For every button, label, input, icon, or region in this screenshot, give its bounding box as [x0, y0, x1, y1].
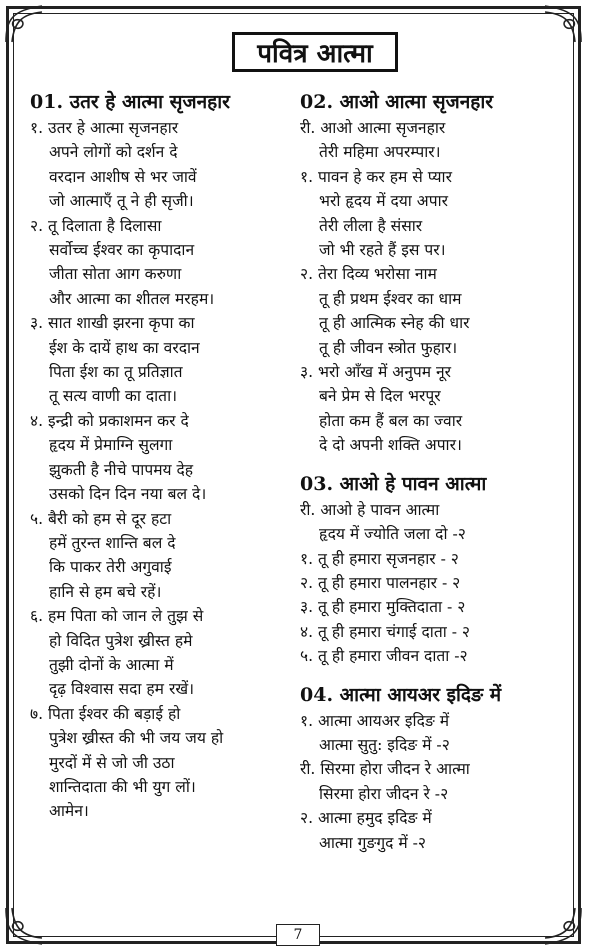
- verse-line: री. आओ आत्मा सृजनहार: [300, 119, 446, 137]
- corner-ornament-icon: [541, 2, 585, 46]
- verse-line: तू ही प्रथम ईश्वर का धाम: [319, 289, 462, 308]
- verse-line: तेरी महिमा अपरम्पार।: [319, 143, 441, 162]
- verse-line: पिता ईश का तू प्रतिज्ञात: [49, 363, 183, 382]
- verse-line: २. तू दिलाता है दिलासा: [30, 216, 162, 235]
- page-number: 7: [276, 924, 320, 946]
- verse-line: तुझी दोनों के आत्मा में: [49, 655, 174, 674]
- hymn-title: 02. आओ आत्मा सृजनहार: [300, 91, 494, 113]
- verse-line: १. पावन हे कर हम से प्यार: [300, 167, 452, 186]
- verse-line: वरदान आशीष से भर जावें: [49, 167, 197, 186]
- corner-ornament-icon: [2, 2, 46, 46]
- verse-line: २. तेरा दिव्य भरोसा नाम: [300, 265, 437, 284]
- verse-line: पुत्रेश ख्रीस्त की भी जय जय हो: [49, 729, 224, 748]
- verse-line: ४. इन्द्री को प्रकाशमन कर दे: [30, 411, 189, 430]
- verse-line: ३. सात शाखी झरना कृपा का: [30, 314, 195, 333]
- verse-line: जो आत्माएँ तू ने ही सृजी।: [49, 192, 194, 211]
- page-title: पवित्र आत्मा: [232, 32, 398, 72]
- verse-line: सिरमा होरा जीदन रे -२: [319, 784, 449, 803]
- verse-line: हो विदित पुत्रेश ख्रीस्त हमे: [49, 631, 193, 650]
- hymn-title: 04. आत्मा आयअर इदिङ में: [300, 683, 502, 706]
- verse-line: जीता सोता आग करुणा: [49, 265, 182, 284]
- verse-line: झुकती है नीचे पापमय देह: [49, 460, 194, 479]
- verse-line: भरो हृदय में दया अपार: [319, 192, 448, 211]
- hymn: [300, 458, 568, 669]
- verse-line: आत्मा गुङगुद में -२: [319, 833, 427, 852]
- verse-line: १. तू ही हमारा सृजनहार - २: [300, 549, 459, 568]
- verse-line: री. सिरमा होरा जीदन रे आत्मा: [300, 760, 470, 779]
- verse-line: ३. भरो आँख में अनुपम नूर: [300, 363, 452, 382]
- verse-line: २. तू ही हमारा पालनहार - २: [300, 573, 461, 592]
- verse-line: तेरी लीला है संसार: [319, 216, 423, 235]
- verse-line: २. आत्मा हमुद इदिङ में: [300, 809, 432, 828]
- verse-line: ३. तू ही हमारा मुक्तिदाता - २: [300, 598, 466, 617]
- verse-line: हानि से हम बचे रहें।: [49, 582, 162, 601]
- verse-line: १. आत्मा आयअर इदिङ में: [300, 711, 450, 730]
- hymn-title: 01. उतर हे आत्मा सृजनहार: [30, 91, 230, 113]
- verse-line: १. उतर हे आत्मा सृजनहार: [30, 119, 179, 137]
- verse-line: होता कम हैं बल का ज्वार: [319, 411, 463, 430]
- verse-line: कि पाकर तेरी अगुवाई: [49, 558, 172, 577]
- verse-line: अपने लोगों को दर्शन दे: [49, 143, 178, 162]
- verse-line: दृढ़ विश्वास सदा हम रखें।: [49, 680, 194, 699]
- corner-ornament-icon: [541, 904, 585, 948]
- verse-line: तू सत्य वाणी का दाता।: [49, 387, 178, 406]
- verse-line: री. आओ हे पावन आत्मा: [300, 500, 440, 519]
- verse-line: शान्तिदाता की भी युग लों।: [49, 777, 196, 796]
- corner-ornament-icon: [2, 904, 46, 948]
- hymn-spacer: [300, 458, 568, 466]
- verse-line: ईश के दायें हाथ का वरदान: [49, 338, 200, 357]
- verse-line: हमें तुरन्त शान्ति बल दे: [49, 533, 176, 552]
- hymn: [300, 669, 568, 855]
- verse-line: दे दो अपनी शक्ति अपार।: [319, 436, 462, 455]
- verse-line: ७. पिता ईश्वर की बड़ाई हो: [30, 704, 181, 723]
- right-column: [300, 84, 568, 855]
- verse-line: हृदय में ज्योति जला दो -२: [319, 525, 466, 544]
- verse-line: उसको दिन दिन नया बल दे।: [49, 485, 207, 504]
- hymn-title: 03. आओ हे पावन आत्मा: [300, 472, 487, 495]
- hymn-spacer: [300, 669, 568, 677]
- verse-line: ५. बैरी को हम से दूर हटा: [30, 509, 172, 528]
- verse-line: आत्मा सुतु: इदिङ में -२: [319, 735, 450, 754]
- verse-line: तू ही जीवन स्त्रोत फुहार।: [319, 338, 458, 357]
- verse-line: ४. तू ही हमारा चंगाई दाता - २: [300, 622, 471, 641]
- verse-line: जो भी रहते हैं इस पर।: [319, 241, 446, 260]
- left-column: [30, 84, 300, 824]
- verse-line: और आत्मा का शीतल मरहम।: [49, 289, 215, 308]
- verse-line: हृदय में प्रेमाग्नि सुलगा: [49, 436, 173, 455]
- verse-line: आमेन।: [49, 802, 89, 821]
- verse-line: ६. हम पिता को जान ले तुझ से: [30, 607, 204, 626]
- verse-line: सर्वोच्च ईश्वर का कृपादान: [49, 241, 195, 260]
- verse-line: ५. तू ही हमारा जीवन दाता -२: [300, 647, 468, 666]
- hymn: [300, 90, 568, 458]
- verse-line: तू ही आत्मिक स्नेह की धार: [319, 314, 470, 333]
- hymn: [30, 90, 300, 824]
- verse-line: बने प्रेम से दिल भरपूर: [319, 387, 441, 406]
- verse-line: मुरदों में से जो जी उठा: [49, 753, 175, 772]
